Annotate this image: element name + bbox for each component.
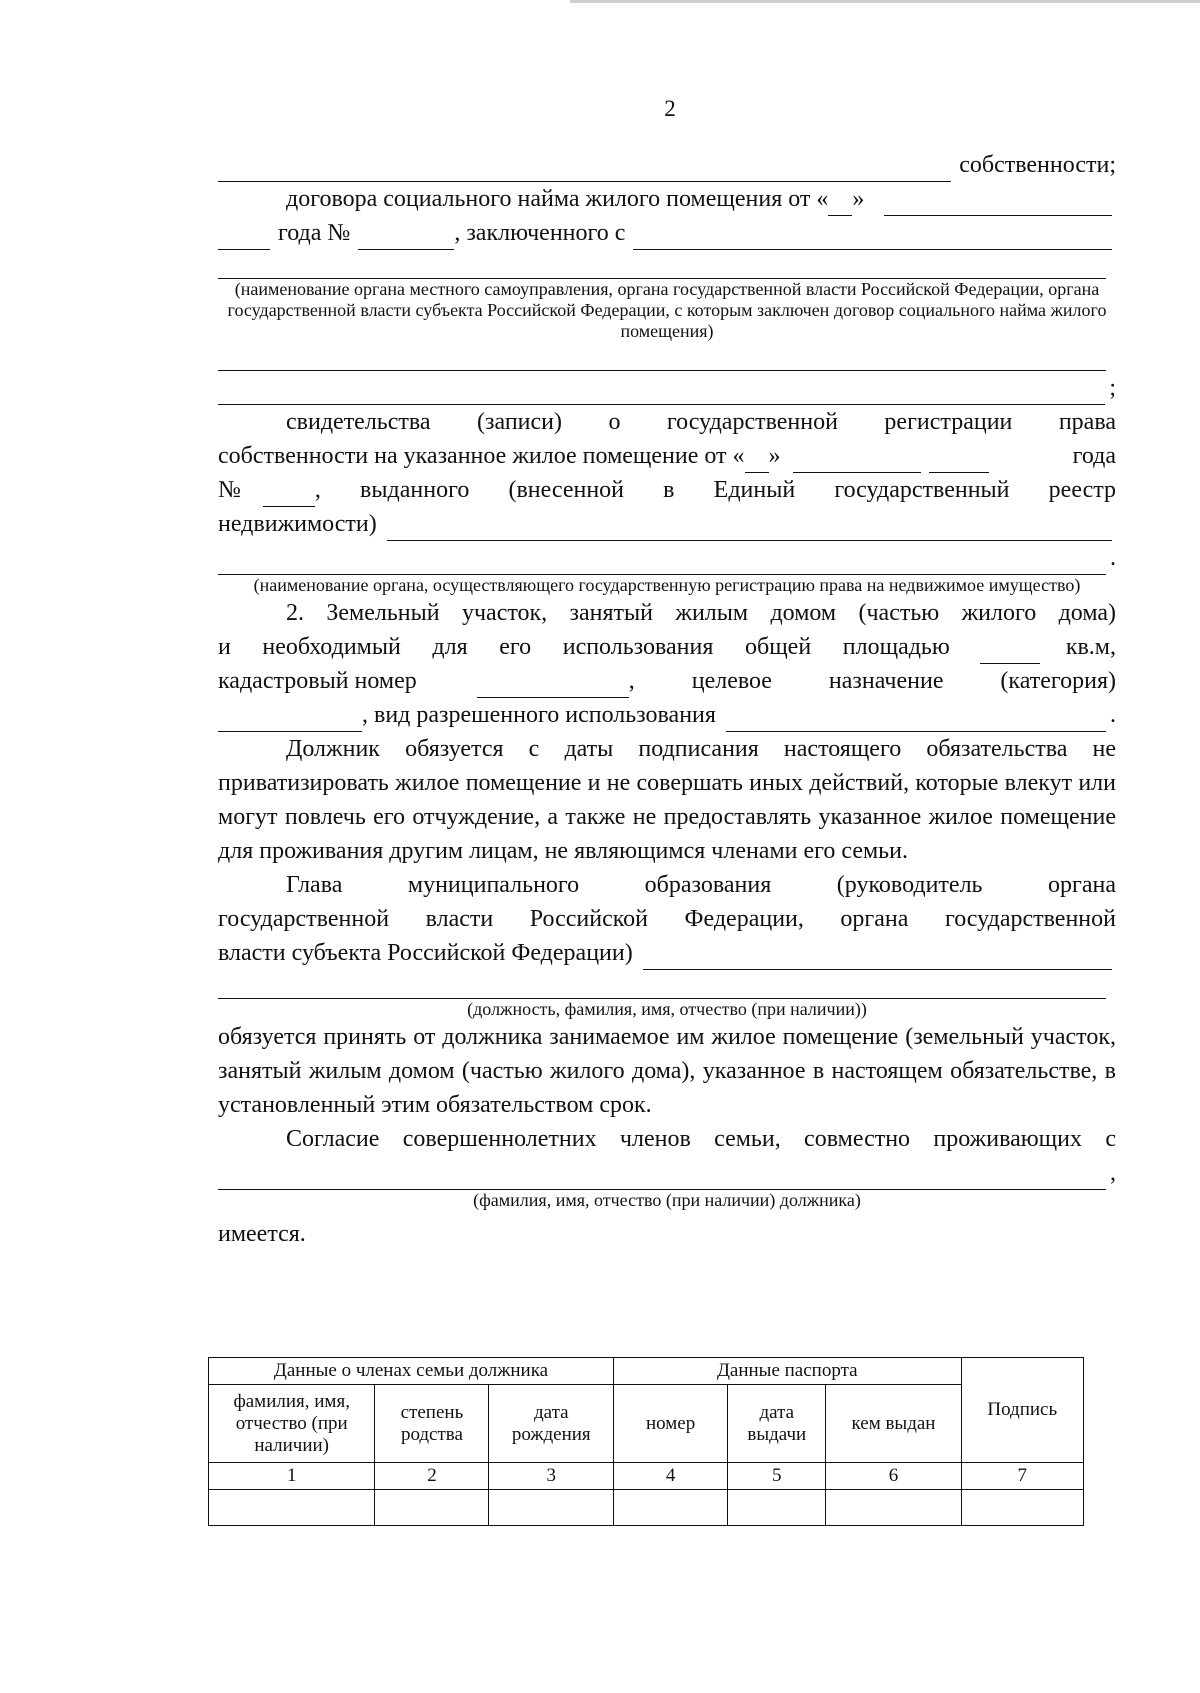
cert-number-field[interactable] (263, 484, 315, 507)
authority-end-line (218, 371, 1116, 405)
authority-field[interactable] (218, 250, 1106, 279)
page-number: 2 (664, 96, 676, 121)
usage-field[interactable] (726, 709, 1106, 732)
head-text-1: Глава муниципального образования (руководитель органа (286, 872, 1116, 898)
position-hint: (должность, фамилия, имя, отчество (при наличии)) (467, 999, 867, 1019)
col-number: номер (614, 1385, 728, 1463)
head-line-3 (218, 936, 1116, 970)
document-body (218, 148, 1116, 1251)
num-cell: 5 (728, 1463, 826, 1490)
ownership-from-text: собственности на указанное жилое помещение от « (218, 443, 745, 469)
col-issued-by: кем выдан (826, 1385, 961, 1463)
ownership-end-text: собственности; (959, 152, 1116, 178)
realty-label: недвижимости) (218, 511, 377, 537)
contract-text: договора социального найма жилого помещения от « (286, 186, 829, 212)
registrar-field[interactable] (387, 518, 1112, 541)
debtor-line (218, 1156, 1116, 1190)
cert-year-field[interactable] (929, 450, 989, 473)
contract-line (218, 182, 1116, 216)
cadastral-line (218, 664, 1116, 698)
table-cell[interactable] (961, 1490, 1084, 1526)
concluded-with-field[interactable] (633, 227, 1112, 250)
num-cell: 3 (489, 1463, 614, 1490)
number-sign: № (218, 477, 241, 503)
year-text: года (1072, 443, 1116, 469)
cadastral-field[interactable] (477, 675, 629, 698)
position-field[interactable] (218, 970, 1106, 999)
obligation-text: Должник обязуется с даты подписания настоящего обязательства не приватизировать жилое помещение и не совершать иных действий, которые влекут или могут повлечь его отчуждение, а также не предоставлять указанное жилое помещение для проживания другим лицам, не являющимся членами его семьи. (218, 736, 1116, 864)
registrar-line (218, 541, 1116, 575)
scan-edge (570, 0, 1200, 3)
consent-text: Согласие совершеннолетних членов семьи, совместно проживающих с (286, 1126, 1116, 1152)
dot: . (1110, 545, 1116, 571)
head-field[interactable] (643, 947, 1112, 970)
area-line (218, 630, 1116, 664)
num-cell: 4 (614, 1463, 728, 1490)
usage-end: . (1110, 702, 1116, 728)
table-cell[interactable] (614, 1490, 728, 1526)
concluded-with-text: , заключенного с (454, 220, 626, 246)
semicolon: ; (1109, 375, 1116, 401)
ownership-line (218, 148, 1116, 182)
debtor-field[interactable] (218, 1167, 1106, 1190)
table-group-row (209, 1358, 1084, 1385)
year-label: года № (278, 220, 351, 246)
certificate-text: свидетельства (записи) о государственной регистрации права (286, 409, 1116, 435)
cert-number-line (218, 473, 1116, 507)
contract-number-field[interactable] (358, 227, 454, 250)
land-plot-text: 2. Земельный участок, занятый жилым домом (частью жилого дома) (286, 600, 1116, 626)
cert-day-field[interactable] (745, 450, 769, 473)
num-cell: 2 (375, 1463, 489, 1490)
area-field[interactable] (980, 641, 1040, 664)
usage-line (218, 698, 1116, 732)
authority-field-3[interactable] (218, 382, 1105, 405)
table-cell[interactable] (826, 1490, 961, 1526)
accept-text: обязуется принять от должника занимаемое им жилое помещение (земельный участок, занятый жилым домом (частью жилого дома), указанное в настоящем обязательстве, в установленный этим обязательством срок. (218, 1024, 1116, 1118)
issued-text: , выданного (внесенной в Единый государственный реестр (314, 477, 1116, 503)
exists-text: имеется. (218, 1221, 306, 1247)
quote-close-2: » (768, 443, 781, 469)
table-cell[interactable] (728, 1490, 826, 1526)
num-cell: 1 (209, 1463, 375, 1490)
table-header-row (209, 1385, 1084, 1463)
debtor-hint: (фамилия, имя, отчество (при наличии) должника) (473, 1190, 861, 1210)
purpose-field[interactable] (218, 709, 362, 732)
col-issue-date: дата выдачи (728, 1385, 826, 1463)
contract-day-field[interactable] (828, 193, 852, 216)
contract-month-field[interactable] (884, 193, 1112, 216)
cert-month-field[interactable] (793, 450, 921, 473)
area-unit: кв.м, (1065, 634, 1116, 660)
contract-year-line (218, 216, 1116, 250)
comma: , (1110, 1160, 1116, 1186)
table-cell[interactable] (209, 1490, 375, 1526)
authority-field-2[interactable] (218, 342, 1106, 371)
head-text-3: власти субъекта Российской Федерации) (218, 940, 633, 966)
cadastral-label: кадастровый номер (218, 668, 417, 694)
table-cell[interactable] (375, 1490, 489, 1526)
ownership-field[interactable] (218, 159, 951, 182)
table-number-row (209, 1463, 1084, 1490)
num-cell: 6 (826, 1463, 961, 1490)
registrar-field-2[interactable] (218, 552, 1106, 575)
area-text: и необходимый для его использования общей площадью (218, 634, 950, 660)
group-family-header: Данные о членах семьи должника (209, 1358, 614, 1385)
purpose-label: , целевое назначение (категория) (628, 668, 1116, 694)
col-relation: степень родства (375, 1385, 489, 1463)
contract-year-field[interactable] (218, 227, 270, 250)
family-table (208, 1357, 1084, 1526)
col-fullname: фамилия, имя, отчество (при наличии) (209, 1385, 375, 1463)
cert-date-line (218, 439, 1116, 473)
signature-header: Подпись (961, 1358, 1084, 1463)
table-cell[interactable] (489, 1490, 614, 1526)
num-cell: 7 (961, 1463, 1084, 1490)
realty-line (218, 507, 1116, 541)
table-row (209, 1490, 1084, 1526)
usage-label: , вид разрешенного использования (362, 702, 716, 728)
group-passport-header: Данные паспорта (614, 1358, 961, 1385)
col-birthdate: дата рождения (489, 1385, 614, 1463)
registrar-hint: (наименование органа, осуществляющего государственную регистрацию права на недвижимое имущество) (253, 575, 1081, 595)
head-text-2: государственной власти Российской Федерации, органа государственной (218, 906, 1116, 932)
quote-close: » (852, 186, 865, 212)
authority-hint: (наименование органа местного самоуправления, органа государственной власти Российской Федерации, органа государственной власти субъекта Российской Федерации, с которым заключен договор социального найма жилого помещения) (227, 279, 1107, 341)
